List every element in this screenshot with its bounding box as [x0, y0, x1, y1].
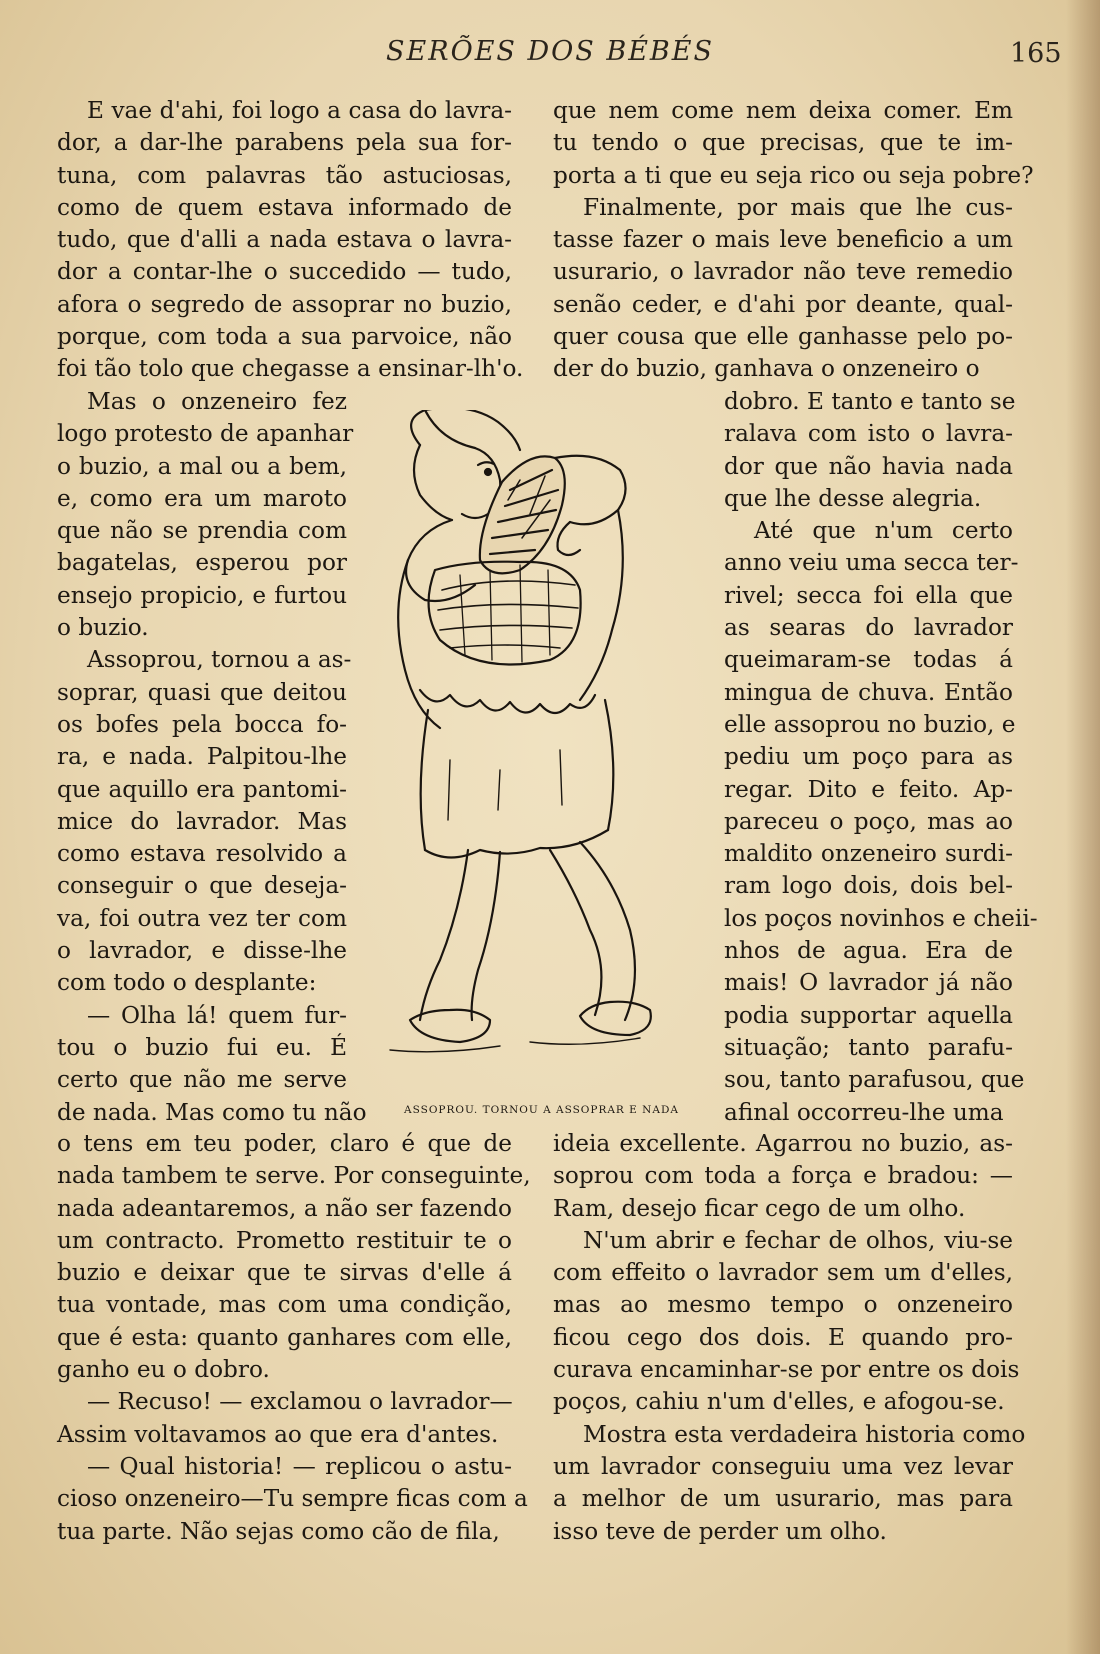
text-line: como estava resolvido a [57, 840, 347, 868]
text-line: — Recuso! — exclamou o lavrador— [87, 1388, 513, 1416]
text-line: ram logo dois, dois bel- [724, 872, 1013, 900]
text-line: que é esta: quanto ganhares com elle, [57, 1323, 512, 1351]
text-line: regar. Dito e feito. Ap- [724, 775, 1013, 803]
text-line: curava encaminhar-se por entre os dois [553, 1356, 1020, 1384]
figure-caption: ASSOPROU. TORNOU A ASSOPRAR E NADA [404, 1104, 679, 1116]
text-line: de nada. Mas como tu não [57, 1098, 367, 1126]
text-line: dobro. E tanto e tanto se [724, 388, 1016, 415]
text-line: um lavrador conseguiu uma vez levar [553, 1452, 1013, 1480]
left-column-middle [57, 386, 367, 1129]
right-column-middle [724, 386, 1038, 1129]
text-line: os bofes pela bocca fo- [57, 710, 347, 738]
running-header [0, 36, 1100, 76]
text-line: que aquillo era pantomi- [57, 775, 347, 803]
text-line: Assim voltavamos ao que era d'antes. [57, 1420, 499, 1448]
text-line: o buzio, a mal ou a bem, [57, 452, 347, 480]
text-line: ganho eu o dobro. [57, 1356, 270, 1384]
text-line: as searas do lavrador [724, 614, 1013, 642]
text-line: conseguir o que deseja- [57, 872, 347, 900]
text-line: quer cousa que elle ganhasse pelo po- [553, 323, 1013, 351]
text-line: cioso onzeneiro—Tu sempre ficas com a [57, 1485, 528, 1513]
illustration-man-blowing-conch [380, 410, 700, 1100]
text-line: los poços novinhos e cheii- [724, 904, 1038, 932]
text-line: E vae d'ahi, foi logo a casa do lavra- [87, 97, 512, 124]
text-line: ralava com isto o lavra- [724, 420, 1013, 448]
text-line: que nem come nem deixa comer. Em [553, 97, 1013, 124]
text-line: logo protesto de apanhar [57, 420, 354, 448]
text-line: bagatelas, esperou por [57, 549, 347, 577]
text-line: ra, e nada. Palpitou-lhe [57, 743, 347, 771]
text-line: mice do lavrador. Mas [57, 807, 347, 835]
header-title: SERÕES DOS BÉBÉS [386, 36, 714, 67]
text-line: isso teve de perder um olho. [553, 1517, 887, 1545]
text-line: der do buzio, ganhava o onzeneiro o [553, 355, 980, 383]
text-line: certo que não me serve [57, 1066, 347, 1094]
text-line: situação; tanto parafu- [724, 1033, 1013, 1061]
text-line: afinal occorreu-lhe uma [724, 1098, 1004, 1126]
text-line: mingua de chuva. Então [724, 678, 1013, 706]
page-edge-shadow [1066, 0, 1100, 1654]
text-line: o lavrador, e disse-lhe [57, 937, 347, 965]
text-line: afora o segredo de assoprar no buzio, [57, 290, 512, 318]
text-line: tua parte. Não sejas como cão de fila, [57, 1517, 500, 1545]
text-line: Assoprou, tornou a as- [87, 646, 352, 674]
text-line: Finalmente, por mais que lhe cus- [583, 193, 1013, 221]
right-column-top [553, 95, 1034, 386]
text-line: pediu um poço para as [724, 743, 1013, 771]
text-line: porque, com toda a sua parvoice, não [57, 323, 512, 351]
text-line: ideia excellente. Agarrou no buzio, as- [553, 1130, 1013, 1157]
text-line: mais! O lavrador já não [724, 969, 1013, 997]
text-line: elle assoprou no buzio, e [724, 710, 1016, 738]
text-line: maldito onzeneiro surdi- [724, 840, 1013, 868]
text-line: tuna, com palavras tão astuciosas, [57, 161, 512, 189]
text-line: Mostra esta verdadeira historia como [583, 1420, 1026, 1448]
page-number: 165 [1010, 38, 1062, 69]
text-line: foi tão tolo que chegasse a ensinar-lh'o. [57, 355, 524, 383]
text-line: va, foi outra vez ter com [57, 904, 347, 932]
text-line: que não se prendia com [57, 517, 347, 545]
text-line: nada adeantaremos, a não ser fazendo [57, 1194, 512, 1222]
text-line: queimaram-se todas á [724, 646, 1013, 674]
text-line: N'um abrir e fechar de olhos, viu-se [583, 1226, 1013, 1254]
text-line: anno veiu uma secca ter- [724, 549, 1019, 577]
text-line: tou o buzio fui eu. É [57, 1033, 347, 1061]
text-line: nhos de agua. Era de [724, 937, 1013, 965]
text-line: dor, a dar-lhe parabens pela sua for- [57, 129, 512, 157]
text-line: soprou com toda a força e bradou: — [553, 1162, 1013, 1190]
text-line: sou, tanto parafusou, que [724, 1066, 1025, 1094]
text-line: nada tambem te serve. Por conseguinte, [57, 1162, 531, 1190]
text-line: porta a ti que eu seja rico ou seja pobre? [553, 161, 1034, 189]
text-line: Até que n'um certo [754, 517, 1013, 545]
text-line: pareceu o poço, mas ao [724, 807, 1013, 835]
left-column-bottom [57, 1128, 531, 1548]
text-line: podia supportar aquella [724, 1001, 1013, 1029]
text-line: com effeito o lavrador sem um d'elles, [553, 1259, 1013, 1287]
text-line: buzio e deixar que te sirvas d'elle á [57, 1259, 512, 1287]
text-line: poços, cahiu n'um d'elles, e afogou-se. [553, 1388, 1005, 1416]
text-line: mas ao mesmo tempo o onzeneiro [553, 1291, 1013, 1319]
text-line: senão ceder, e d'ahi por deante, qual- [553, 290, 1013, 318]
text-line: usurario, o lavrador não teve remedio [553, 258, 1013, 286]
text-line: dor que não havia nada [724, 452, 1013, 480]
text-line: dor a contar-lhe o succedido — tudo, [57, 258, 512, 286]
text-line: ensejo propicio, e furtou [57, 581, 347, 609]
text-line: o buzio. [57, 614, 149, 642]
text-line: — Qual historia! — replicou o astu- [87, 1452, 512, 1480]
text-line: Mas o onzeneiro fez [87, 388, 347, 415]
text-line: tua vontade, mas com uma condição, [57, 1291, 512, 1319]
left-column-top [57, 95, 524, 386]
text-line: ficou cego dos dois. E quando pro- [553, 1323, 1013, 1351]
text-line: e, como era um maroto [57, 484, 347, 512]
text-line: com todo o desplante: [57, 969, 317, 997]
right-column-bottom [553, 1128, 1026, 1548]
text-line: — Olha lá! quem fur- [87, 1001, 347, 1029]
text-line: tudo, que d'alli a nada estava o lavra- [57, 226, 512, 254]
text-line: o tens em teu poder, claro é que de [57, 1130, 512, 1157]
text-line: tu tendo o que precisas, que te im- [553, 129, 1013, 157]
text-line: soprar, quasi que deitou [57, 678, 347, 706]
text-line: que lhe desse alegria. [724, 484, 982, 512]
text-line: tasse fazer o mais leve beneficio a um [553, 226, 1013, 254]
text-line: a melhor de um usurario, mas para [553, 1485, 1013, 1513]
text-line: Ram, desejo ficar cego de um olho. [553, 1194, 966, 1222]
text-line: rivel; secca foi ella que [724, 581, 1013, 609]
text-line: um contracto. Prometto restituir te o [57, 1226, 512, 1254]
text-line: como de quem estava informado de [57, 193, 512, 221]
